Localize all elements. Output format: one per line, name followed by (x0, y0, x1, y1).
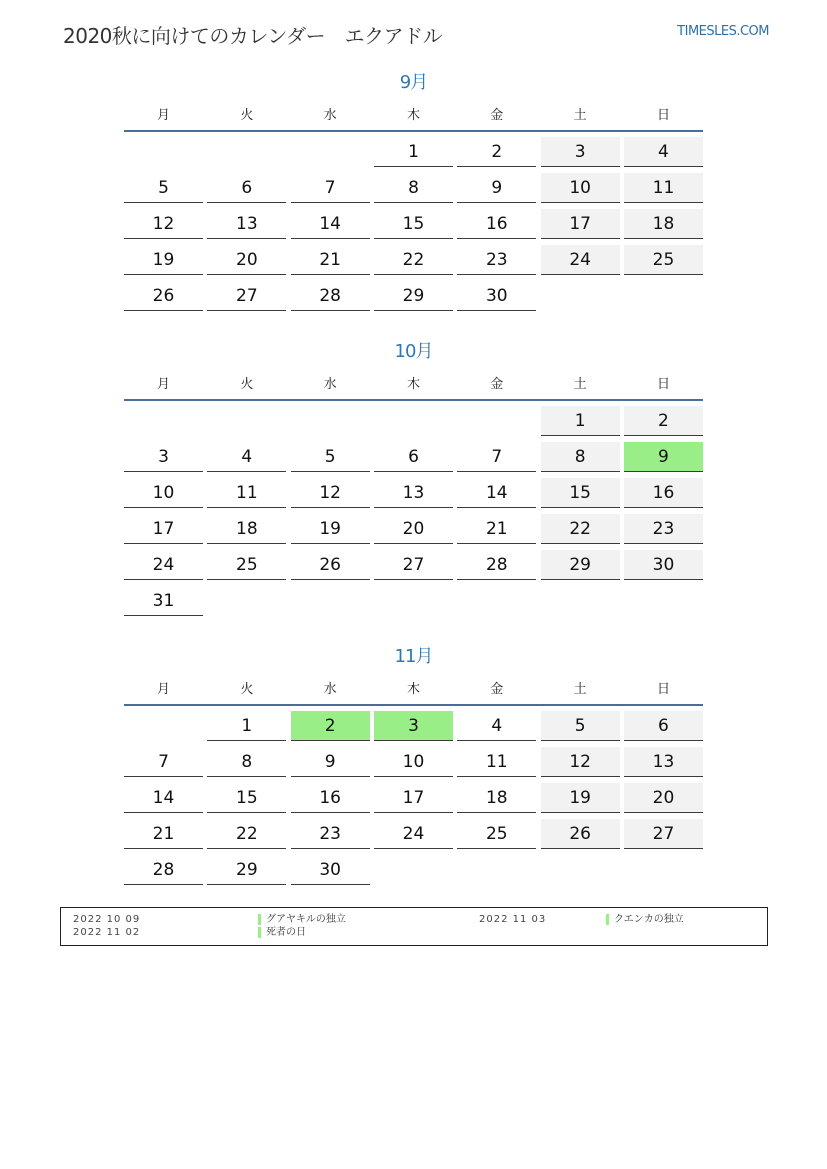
day-cell: 11 (624, 173, 703, 203)
day-cell: 13 (624, 747, 703, 777)
day-cell: 1 (374, 137, 453, 167)
weekday-label: 木 (406, 682, 420, 697)
weekday-label: 土 (573, 682, 587, 697)
day-cell: 26 (541, 819, 620, 849)
empty-cell (541, 586, 620, 616)
day-cell: 4 (624, 137, 703, 167)
day-cell: 5 (291, 442, 370, 472)
empty-cell (457, 406, 536, 436)
day-grid (124, 711, 703, 885)
day-cell: 7 (124, 747, 203, 777)
empty-cell (124, 137, 203, 167)
day-cell: 30 (624, 550, 703, 580)
empty-cell (291, 406, 370, 436)
weekday-label: 土 (573, 377, 587, 392)
day-cell: 9 (624, 442, 703, 472)
day-cell: 4 (457, 711, 536, 741)
day-cell: 13 (374, 478, 453, 508)
empty-cell (207, 406, 286, 436)
day-cell: 5 (124, 173, 203, 203)
day-cell: 29 (207, 855, 286, 885)
weekday-label: 金 (490, 682, 504, 697)
day-cell: 20 (374, 514, 453, 544)
day-cell: 15 (207, 783, 286, 813)
day-cell: 22 (374, 245, 453, 275)
day-cell: 27 (207, 281, 286, 311)
day-cell: 19 (291, 514, 370, 544)
day-cell: 27 (374, 550, 453, 580)
day-cell: 6 (207, 173, 286, 203)
empty-cell (124, 406, 203, 436)
day-cell: 31 (124, 586, 203, 616)
day-cell: 14 (124, 783, 203, 813)
day-cell: 30 (291, 855, 370, 885)
weekday-label: 日 (656, 682, 670, 697)
empty-cell (457, 586, 536, 616)
day-cell: 19 (124, 245, 203, 275)
day-cell: 28 (124, 855, 203, 885)
day-cell: 10 (374, 747, 453, 777)
weekday-header (124, 680, 703, 706)
day-cell: 17 (541, 209, 620, 239)
weekday-label: 水 (323, 108, 337, 123)
day-cell: 7 (457, 442, 536, 472)
day-cell: 12 (541, 747, 620, 777)
day-cell: 20 (207, 245, 286, 275)
day-cell: 11 (457, 747, 536, 777)
empty-cell (457, 855, 536, 885)
day-cell: 22 (541, 514, 620, 544)
empty-cell (207, 586, 286, 616)
weekday-label: 月 (156, 682, 170, 697)
empty-cell (374, 855, 453, 885)
legend-holiday-name: グアヤキルの独立 (258, 914, 346, 925)
day-cell: 25 (207, 550, 286, 580)
weekday-label: 土 (573, 108, 587, 123)
site-link[interactable]: TIMESLES.COM (677, 24, 769, 39)
day-cell: 28 (291, 281, 370, 311)
day-cell: 12 (291, 478, 370, 508)
day-cell: 21 (124, 819, 203, 849)
day-cell: 16 (291, 783, 370, 813)
weekday-label: 火 (240, 108, 254, 123)
day-grid (124, 406, 703, 616)
legend-date: 2022 11 02 (73, 927, 141, 938)
weekday-label: 日 (656, 108, 670, 123)
holiday-legend (60, 907, 768, 946)
day-cell: 16 (457, 209, 536, 239)
day-cell: 11 (207, 478, 286, 508)
weekday-label: 金 (490, 108, 504, 123)
day-cell: 29 (374, 281, 453, 311)
day-cell: 25 (457, 819, 536, 849)
day-cell: 3 (541, 137, 620, 167)
weekday-header (124, 106, 703, 132)
legend-date: 2022 11 03 (479, 914, 547, 925)
day-cell: 23 (624, 514, 703, 544)
day-cell: 8 (207, 747, 286, 777)
day-cell: 8 (541, 442, 620, 472)
day-cell: 2 (457, 137, 536, 167)
day-cell: 18 (207, 514, 286, 544)
legend-date: 2022 10 09 (73, 914, 141, 925)
day-cell: 28 (457, 550, 536, 580)
day-cell: 18 (624, 209, 703, 239)
weekday-label: 火 (240, 377, 254, 392)
day-cell: 24 (541, 245, 620, 275)
weekday-label: 木 (406, 377, 420, 392)
day-cell: 9 (457, 173, 536, 203)
day-cell: 18 (457, 783, 536, 813)
day-cell: 17 (124, 514, 203, 544)
day-cell: 10 (541, 173, 620, 203)
day-cell: 7 (291, 173, 370, 203)
day-cell: 4 (207, 442, 286, 472)
month-september (124, 70, 703, 311)
month-november (124, 644, 703, 885)
day-cell: 5 (541, 711, 620, 741)
day-cell: 26 (124, 281, 203, 311)
day-cell: 10 (124, 478, 203, 508)
day-cell: 26 (291, 550, 370, 580)
empty-cell (291, 137, 370, 167)
weekday-label: 日 (656, 377, 670, 392)
empty-cell (124, 711, 203, 741)
day-cell: 30 (457, 281, 536, 311)
month-title: 10月 (394, 341, 433, 362)
day-cell: 21 (291, 245, 370, 275)
day-cell: 9 (291, 747, 370, 777)
day-cell: 3 (124, 442, 203, 472)
day-cell: 2 (291, 711, 370, 741)
weekday-label: 水 (323, 377, 337, 392)
day-grid (124, 137, 703, 311)
weekday-label: 金 (490, 377, 504, 392)
day-cell: 14 (291, 209, 370, 239)
weekday-label: 月 (156, 377, 170, 392)
day-cell: 16 (624, 478, 703, 508)
day-cell: 24 (374, 819, 453, 849)
day-cell: 1 (207, 711, 286, 741)
empty-cell (541, 281, 620, 311)
day-cell: 14 (457, 478, 536, 508)
empty-cell (624, 855, 703, 885)
day-cell: 22 (207, 819, 286, 849)
day-cell: 13 (207, 209, 286, 239)
day-cell: 12 (124, 209, 203, 239)
day-cell: 21 (457, 514, 536, 544)
day-cell: 19 (541, 783, 620, 813)
day-cell: 23 (457, 245, 536, 275)
month-title: 9月 (399, 72, 428, 93)
day-cell: 8 (374, 173, 453, 203)
empty-cell (624, 281, 703, 311)
day-cell: 17 (374, 783, 453, 813)
weekday-header (124, 375, 703, 401)
day-cell: 24 (124, 550, 203, 580)
empty-cell (374, 406, 453, 436)
day-cell: 27 (624, 819, 703, 849)
legend-holiday-name: 死者の日 (258, 927, 306, 938)
weekday-label: 木 (406, 108, 420, 123)
day-cell: 29 (541, 550, 620, 580)
weekday-label: 月 (156, 108, 170, 123)
day-cell: 6 (624, 711, 703, 741)
empty-cell (291, 586, 370, 616)
day-cell: 2 (624, 406, 703, 436)
page-title: 2020秋に向けてのカレンダー エクアドル (63, 24, 443, 48)
empty-cell (207, 137, 286, 167)
day-cell: 3 (374, 711, 453, 741)
day-cell: 15 (541, 478, 620, 508)
day-cell: 1 (541, 406, 620, 436)
empty-cell (624, 586, 703, 616)
empty-cell (541, 855, 620, 885)
weekday-label: 火 (240, 682, 254, 697)
day-cell: 23 (291, 819, 370, 849)
weekday-label: 水 (323, 682, 337, 697)
empty-cell (374, 586, 453, 616)
legend-holiday-name: クエンカの独立 (606, 914, 684, 925)
day-cell: 25 (624, 245, 703, 275)
month-october (124, 339, 703, 616)
day-cell: 6 (374, 442, 453, 472)
day-cell: 15 (374, 209, 453, 239)
month-title: 11月 (394, 646, 433, 667)
day-cell: 20 (624, 783, 703, 813)
